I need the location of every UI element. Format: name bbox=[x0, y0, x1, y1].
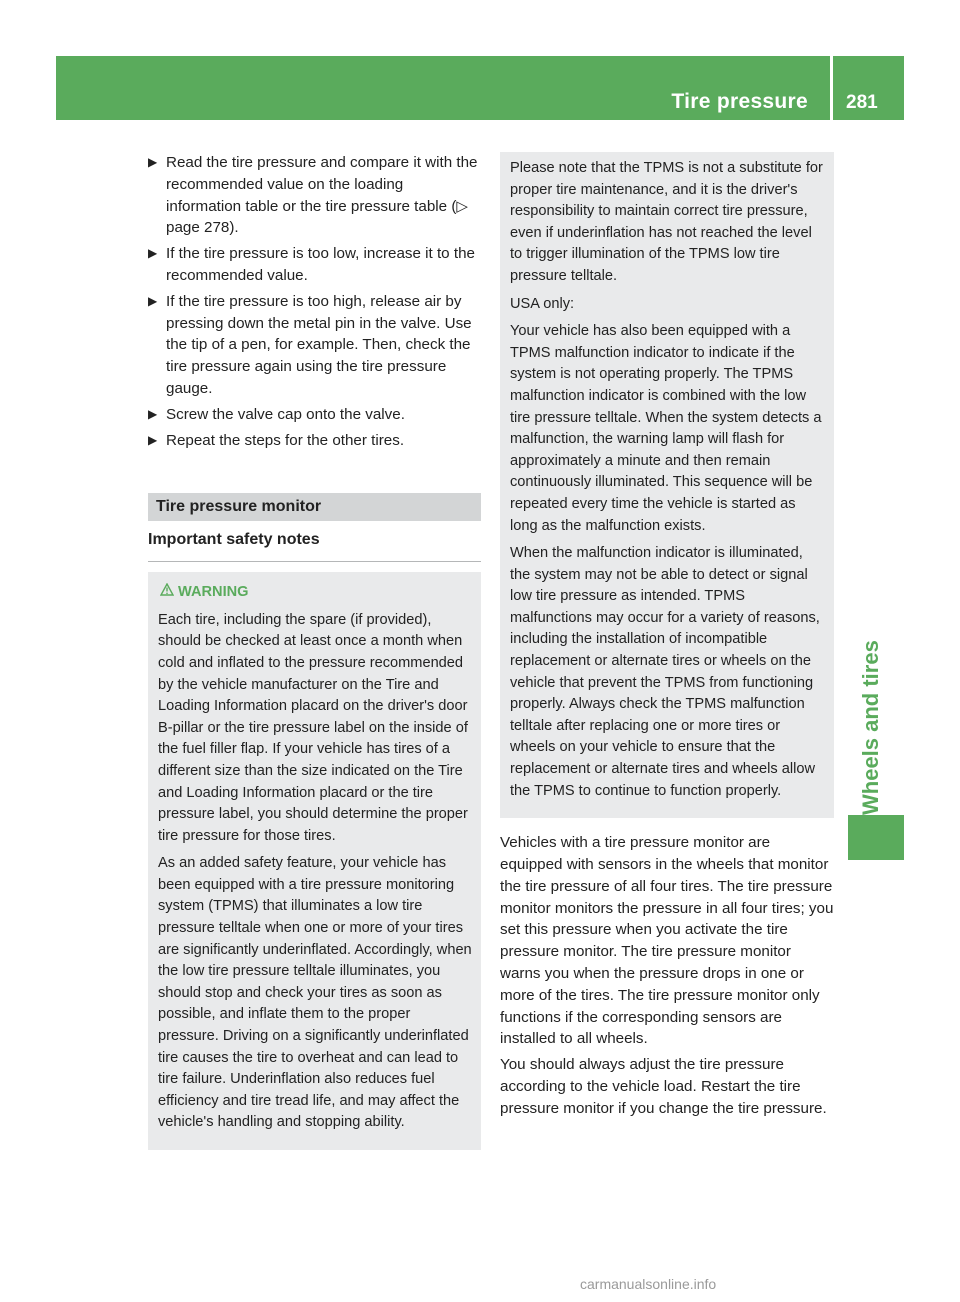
header-divider bbox=[830, 56, 833, 120]
body-paragraph: Vehicles with a tire pressure monitor are equipped with sensors in the wheels that monitor the tire pressure of all four tires. The tire pressure monitor monitors the pressure in all four tires; you set this pressure when you activate the tire pressure monitor. The tire pressure monitor warns you when the pressure drops in one or more of the tires. The tire pressure monitor only functions if the corresponding sensors are installed to all wheels. bbox=[500, 834, 834, 1048]
step-item bbox=[148, 430, 481, 452]
warning-paragraph: As an added safety feature, your vehicle has been equipped with a tire pressure monitoring system (TPMS) that illuminates a low tire pressure telltale when one or more of your tires are significantly underinflated. Accordingly, when the low tire pressure telltale illuminates, you should stop and check your tires as soon as possible, and inflate them to the proper pressure. Driving on a significantly underinflated tire causes the tire to overheat and can lead to tire failure. Underinflation also reduces fuel efficiency and tire tread life, and may affect the vehicle's handling and stopping ability. bbox=[158, 855, 472, 1131]
side-tab-marker bbox=[848, 815, 904, 860]
note-paragraph: USA only: bbox=[510, 295, 575, 312]
step-item bbox=[148, 404, 481, 426]
header-bar bbox=[56, 56, 904, 120]
step-item bbox=[148, 291, 481, 400]
step-text: Screw the valve cap onto the valve. bbox=[166, 405, 405, 423]
note-box bbox=[500, 152, 834, 818]
page-title: Tire pressure bbox=[671, 90, 808, 113]
arrow-right-icon: ▶ bbox=[148, 406, 158, 421]
step-text: Read the tire pressure and compare it with the recommended value on the loading information table or the tire pressure table (▷ page 278). bbox=[166, 154, 478, 237]
arrow-right-icon: ▶ bbox=[148, 155, 158, 169]
warning-paragraph: Each tire, including the spare (if provided), should be checked at least once a month when cold and inflated to the pressure recommended by the vehicle manufacturer on the Tire and Loading Information placard on the driver's door B-pillar or the tire pressure label on the inside of the fuel filler flap. If your vehicle has tires of a different size than the size indicated on the Tire and Loading Information placard or the tire pressure label, you should determine the proper tire pressure for those tires. bbox=[158, 611, 468, 844]
subsection-heading: Important safety notes bbox=[148, 529, 481, 562]
page-number: 281 bbox=[846, 92, 878, 113]
step-text: If the tire pressure is too low, increase it to the recommended value. bbox=[166, 245, 475, 284]
watermark: carmanualsonline.info bbox=[580, 1276, 717, 1292]
warning-label: WARNING bbox=[178, 584, 249, 601]
note-paragraph: Please note that the TPMS is not a substitute for proper tire maintenance, and it is the driver's responsibility to maintain correct tire pressure, even if underinflation has not reached the level to trigger illumination of the TPMS low tire pressure telltale. bbox=[510, 160, 823, 284]
body-paragraph: You should always adjust the tire pressure according to the vehicle load. Restart the tire pressure monitor if you change the tire pressure. bbox=[500, 1056, 827, 1117]
side-tab-label: Wheels and tires bbox=[858, 640, 883, 815]
step-text: If the tire pressure is too high, release air by pressing down the metal pin in the valve. Use the tip of a pen, for example. Then, check the tire pressure again using the tire pressure gauge. bbox=[166, 292, 472, 397]
warning-title bbox=[158, 582, 473, 604]
step-item bbox=[148, 152, 481, 239]
note-paragraph: Your vehicle has also been equipped with a TPMS malfunction indicator to indicate if the system is not operating properly. The TPMS malfunction indicator is combined with the low tire pressure telltale. When the system detects a malfunction, the warning lamp will flash for approximately a minute and then remain continuously illuminated. This sequence will be repeated every time the vehicle is started as long as the malfunction exists. bbox=[510, 323, 822, 534]
warning-triangle-icon bbox=[160, 582, 178, 604]
right-column bbox=[500, 152, 834, 1120]
arrow-right-icon: ▶ bbox=[148, 293, 158, 308]
step-text: Repeat the steps for the other tires. bbox=[166, 431, 405, 449]
note-paragraph: When the malfunction indicator is illuminated, the system may not be able to detect or signal low tire pressure as intended. TPMS malfunctions may occur for a variety of reasons, including the installation of incompatible replacement or alternate tires or wheels on the vehicle that prevent the TPMS from functioning properly. Always check the TPMS malfunction telltale after replacing one or more tires or wheels on your vehicle to ensure that the replacement or alternate tires and wheels allow the TPMS to continue to function properly. bbox=[510, 545, 820, 799]
section-title: Tire pressure monitor bbox=[148, 493, 481, 521]
arrow-right-icon: ▶ bbox=[148, 246, 158, 261]
left-column bbox=[148, 152, 481, 1150]
step-item bbox=[148, 243, 481, 287]
arrow-right-icon: ▶ bbox=[148, 432, 158, 447]
warning-box bbox=[148, 572, 481, 1150]
